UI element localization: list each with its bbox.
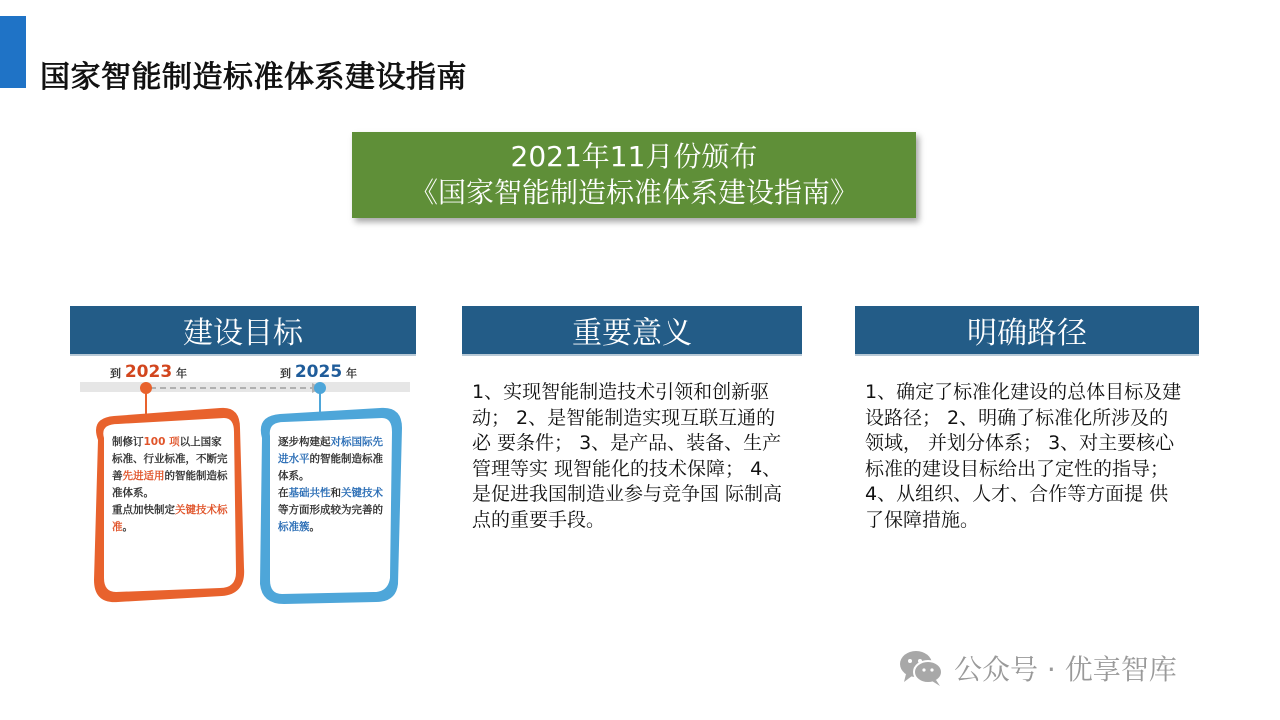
label-2025-suffix: 年 <box>346 367 358 380</box>
card-2023-hl2: 先进适用 <box>122 470 165 482</box>
card-2025-t1: 逐步构建起 <box>278 436 331 448</box>
goals-timeline-graphic <box>80 358 415 608</box>
pin-dot-2023 <box>140 382 152 394</box>
heading-path: 明确路径 <box>855 306 1199 356</box>
title-accent-bar <box>0 16 26 88</box>
card-2023-t4: 重点加快制定 <box>112 504 175 516</box>
heading-significance: 重要意义 <box>462 306 802 356</box>
card-2025-text <box>278 434 386 536</box>
label-2023 <box>110 362 187 382</box>
label-2025-year: 2025 <box>294 362 343 382</box>
card-2025-hl1: 对标国际先进水平 <box>278 436 383 465</box>
card-2025-t6: 。 <box>309 521 320 533</box>
card-2025-t4: 和 <box>330 487 341 499</box>
card-2023-text <box>112 434 230 536</box>
label-2023-year: 2023 <box>124 362 173 382</box>
banner-document-line: 《国家智能制造标准体系建设指南》 <box>409 176 858 209</box>
card-2025-hl3: 关键技术 <box>341 487 383 499</box>
page-title: 国家智能制造标准体系建设指南 <box>40 60 467 95</box>
watermark-text: 公众号 · 优享智库 <box>954 653 1177 686</box>
card-2025-t3: 在 <box>278 487 289 499</box>
label-2025 <box>280 362 357 382</box>
release-banner <box>352 132 916 218</box>
card-2023-t2: 以上国家标准、行业标准，不断完善 <box>112 436 228 482</box>
pin-dot-2025 <box>314 382 326 394</box>
card-2023-t5: 。 <box>122 521 133 533</box>
banner-date-line: 2021年11月份颁布 <box>510 140 758 173</box>
card-2023-hl3: 关键技术标准 <box>112 504 228 533</box>
heading-goals: 建设目标 <box>70 306 416 356</box>
card-2025-hl4: 标准簇 <box>278 521 310 533</box>
card-2025-t5: 等方面形成较为完善的 <box>278 504 383 516</box>
wechat-icon <box>898 648 944 688</box>
card-2023-t3: 的智能制造标准体系。 <box>112 470 228 499</box>
card-2025-t2: 的智能制造标准体系。 <box>278 453 383 482</box>
watermark <box>898 648 1177 688</box>
path-text: 1、确定了标准化建设的总体目标及建设路径； 2、明确了标准化所涉及的领域， 并划分体系； 3、对主要核心标准的建设目标给出了定性的指导； 4、从组织、人才、合作等方面提 供了保障措施。 <box>865 381 1182 531</box>
card-2025-hl2: 基础共性 <box>288 487 331 499</box>
label-2025-prefix: 到 <box>280 367 291 380</box>
label-2023-suffix: 年 <box>176 367 188 380</box>
card-2023-hl1: 100 项 <box>143 436 180 448</box>
card-2023-t1: 制修订 <box>112 436 144 448</box>
significance-text: 1、实现智能制造技术引领和创新驱动； 2、是智能制造实现互联互通的必 要条件； 3、是产品、装备、生产管理等实 现智能化的技术保障； 4、是促进我国制造业参与竞争国 际制高点的重要手段。 <box>472 381 783 531</box>
label-2023-prefix: 到 <box>110 367 121 380</box>
